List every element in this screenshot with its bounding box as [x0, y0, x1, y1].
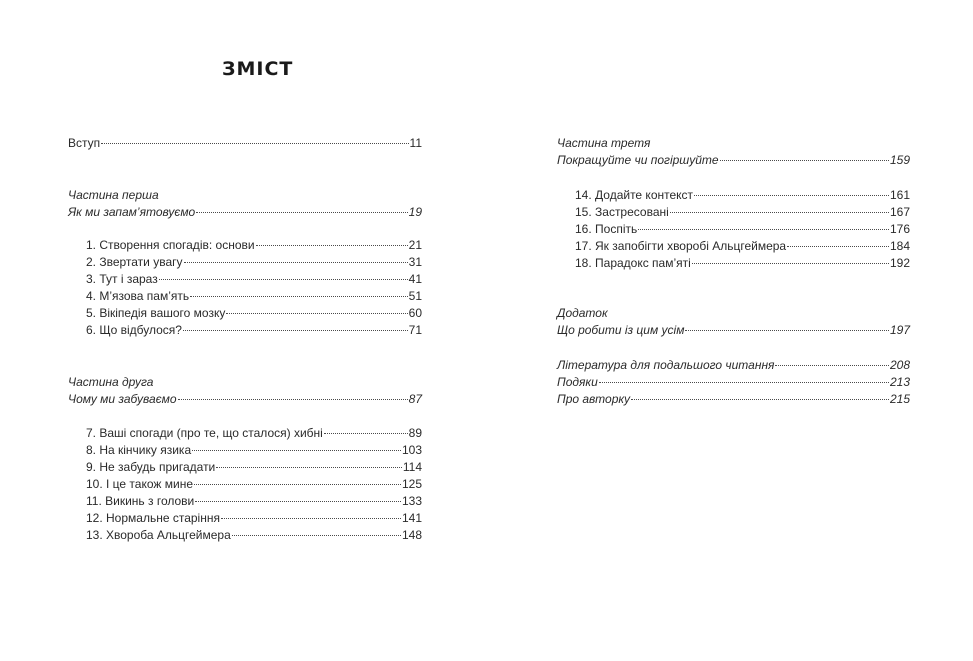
- toc-entry-label: 10. І це також мине: [86, 477, 194, 491]
- part-heading: Частина перша: [68, 188, 159, 202]
- part-title[interactable]: [557, 153, 910, 167]
- dot-leader: [195, 501, 401, 502]
- toc-entry-label: 2. Звертати увагу: [86, 255, 183, 269]
- toc-entry-label: 15. Застресовані: [575, 205, 669, 219]
- toc-entry[interactable]: [575, 205, 910, 219]
- dot-leader: [685, 330, 889, 331]
- toc-entry-label: 1. Створення спогадів: основи: [86, 238, 255, 252]
- toc-entry[interactable]: [86, 494, 422, 508]
- part-heading: Частина друга: [68, 375, 154, 389]
- dot-leader: [692, 263, 889, 264]
- toc-entry-page: 133: [401, 494, 422, 508]
- toc-entry-page: 114: [402, 460, 422, 474]
- toc-entry-page: 31: [408, 255, 422, 269]
- toc-entry[interactable]: [86, 477, 422, 491]
- dot-leader: [638, 229, 889, 230]
- toc-entry-page: 192: [889, 256, 910, 270]
- dot-leader: [670, 212, 889, 213]
- toc-entry-page: 213: [889, 375, 910, 389]
- dot-leader: [775, 365, 889, 366]
- part-heading: Додаток: [557, 306, 608, 320]
- dot-leader: [192, 450, 401, 451]
- toc-entry-page: 197: [889, 323, 910, 337]
- toc-entry-page: 21: [408, 238, 422, 252]
- dot-leader: [324, 433, 408, 434]
- toc-entry[interactable]: [86, 289, 422, 303]
- toc-entry[interactable]: [86, 511, 422, 525]
- toc-entry-page: 167: [889, 205, 910, 219]
- dot-leader: [226, 313, 407, 314]
- toc-entry-label: Чому ми забуваємо: [68, 392, 177, 406]
- toc-entry-label: 18. Парадокс пам’яті: [575, 256, 691, 270]
- toc-entry-page: 51: [408, 289, 422, 303]
- toc-entry-page: 148: [401, 528, 422, 542]
- toc-entry-label: Подяки: [557, 375, 598, 389]
- toc-entry-label: 12. Нормальне старіння: [86, 511, 220, 525]
- toc-entry-page: 60: [408, 306, 422, 320]
- toc-entry[interactable]: [86, 323, 422, 337]
- toc-entry-label: Як ми запам’ятовуємо: [68, 205, 196, 219]
- toc-entry-label: 5. Вікіпедія вашого мозку: [86, 306, 226, 320]
- dot-leader: [232, 535, 401, 536]
- dot-leader: [159, 279, 408, 280]
- toc-entry-label: 7. Ваші спогади (про те, що сталося) хибні: [86, 426, 323, 440]
- dot-leader: [194, 484, 401, 485]
- toc-entry-page: 159: [889, 153, 910, 167]
- toc-entry-label: Література для подальшого читання: [557, 358, 775, 372]
- part-title[interactable]: [68, 205, 422, 219]
- toc-entry-intro[interactable]: [68, 136, 422, 150]
- dot-leader: [183, 330, 408, 331]
- dot-leader: [221, 518, 401, 519]
- toc-entry[interactable]: [575, 256, 910, 270]
- toc-entry-label: Про авторку: [557, 392, 631, 406]
- toc-entry-label: 14. Додайте контекст: [575, 188, 694, 202]
- dot-leader: [256, 245, 408, 246]
- toc-entry-page: 87: [408, 392, 422, 406]
- toc-entry-page: 103: [401, 443, 422, 457]
- toc-entry-label: Покращуйте чи погіршуйте: [557, 153, 719, 167]
- toc-entry[interactable]: [86, 460, 422, 474]
- toc-entry[interactable]: [575, 239, 910, 253]
- part-title[interactable]: [68, 392, 422, 406]
- toc-entry[interactable]: [86, 528, 422, 542]
- toc-entry-page: 208: [889, 358, 910, 372]
- toc-entry[interactable]: [557, 375, 910, 389]
- dot-leader: [196, 212, 407, 213]
- toc-entry[interactable]: [575, 222, 910, 236]
- toc-entry-page: 19: [408, 205, 422, 219]
- dot-leader: [190, 296, 408, 297]
- toc-entry-label: 3. Тут і зараз: [86, 272, 158, 286]
- dot-leader: [599, 382, 889, 383]
- toc-entry-page: 184: [889, 239, 910, 253]
- toc-entry[interactable]: [86, 272, 422, 286]
- toc-entry-label: 6. Що відбулося?: [86, 323, 182, 337]
- toc-entry[interactable]: [86, 306, 422, 320]
- toc-entry-page: 141: [401, 511, 422, 525]
- toc-entry-label: Вступ: [68, 136, 101, 150]
- toc-entry-label: 17. Як запобігти хворобі Альцгеймера: [575, 239, 787, 253]
- toc-entry-page: 41: [408, 272, 422, 286]
- toc-entry-page: 215: [889, 392, 910, 406]
- toc-entry-label: 4. М’язова пам’ять: [86, 289, 190, 303]
- dot-leader: [631, 399, 889, 400]
- toc-entry-page: 176: [889, 222, 910, 236]
- toc-entry[interactable]: [575, 188, 910, 202]
- toc-entry-label: 11. Викинь з голови: [86, 494, 195, 508]
- toc-entry-label: 9. Не забудь пригадати: [86, 460, 216, 474]
- toc-entry[interactable]: [557, 358, 910, 372]
- toc-entry-label: 8. На кінчику язика: [86, 443, 192, 457]
- dot-leader: [184, 262, 408, 263]
- toc-entry[interactable]: [86, 255, 422, 269]
- dot-leader: [787, 246, 889, 247]
- toc-entry[interactable]: [86, 238, 422, 252]
- toc-entry-label: 13. Хвороба Альцгеймера: [86, 528, 231, 542]
- toc-entry-page: 71: [408, 323, 422, 337]
- part-title[interactable]: [557, 323, 910, 337]
- dot-leader: [216, 467, 402, 468]
- dot-leader: [178, 399, 408, 400]
- toc-entry-page: 125: [401, 477, 422, 491]
- page-title: ЗМІСТ: [222, 58, 294, 80]
- dot-leader: [101, 143, 408, 144]
- toc-entry-label: Що робити із цим усім: [557, 323, 685, 337]
- toc-entry-page: 89: [408, 426, 422, 440]
- toc-entry[interactable]: [86, 443, 422, 457]
- toc-entry[interactable]: [86, 426, 422, 440]
- part-heading: Частина третя: [557, 136, 651, 150]
- toc-entry-label: 16. Поспіть: [575, 222, 638, 236]
- toc-entry-page: 161: [889, 188, 910, 202]
- dot-leader: [720, 160, 889, 161]
- toc-entry[interactable]: [557, 392, 910, 406]
- dot-leader: [694, 195, 889, 196]
- toc-entry-page: 11: [409, 136, 422, 150]
